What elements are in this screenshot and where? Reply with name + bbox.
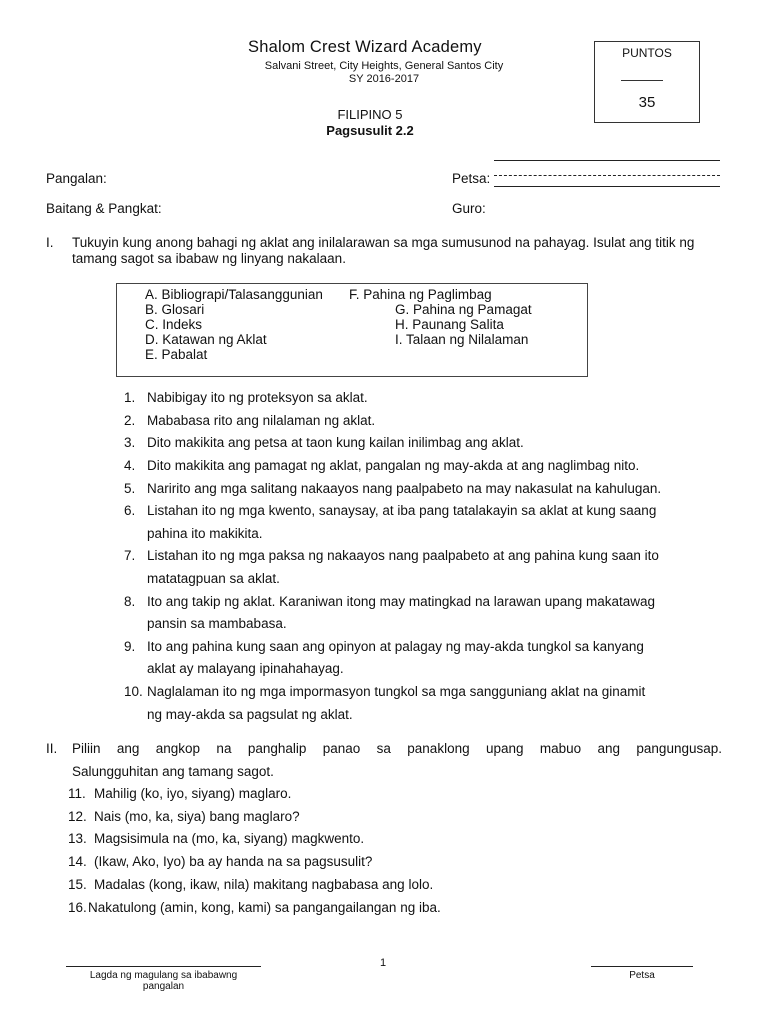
name-label: Pangalan: <box>46 171 107 186</box>
choice-d: D. Katawan ng Aklat <box>145 332 267 347</box>
item-number: 9. <box>124 639 136 654</box>
page-number: 1 <box>380 957 387 969</box>
item-text-continued: ng may-akda sa pagsulat ng aklat. <box>147 707 353 722</box>
item-number: 10. <box>124 684 143 699</box>
subject-title: FILIPINO 5 <box>337 107 403 122</box>
item-text: Dito makikita ang pamagat ng aklat, pangalan ng may-akda at ang naglimbag nito. <box>147 458 640 473</box>
item-number: 13. <box>68 831 87 846</box>
choices-box <box>116 283 588 377</box>
date-label: Petsa: <box>452 171 491 186</box>
date-dashed-line[interactable] <box>494 175 720 176</box>
choice-b: B. Glosari <box>145 302 205 317</box>
name-blank-line[interactable] <box>494 160 720 161</box>
item-text: Ito ang takip ng aklat. Karaniwan itong may matingkad na larawan upang makatawag <box>147 594 656 609</box>
score-blank-line <box>621 80 663 81</box>
item-number: 6. <box>124 503 136 518</box>
item-number: 7. <box>124 548 136 563</box>
footer-date-line[interactable] <box>591 966 693 967</box>
item-number: 8. <box>124 594 136 609</box>
item-text: Nais (mo, ka, siya) bang maglaro? <box>94 809 300 824</box>
item-number: 4. <box>124 458 136 473</box>
item-text: Ito ang pahina kung saan ang opinyon at palagay ng may-akda tungkol sa kanyang <box>147 639 644 654</box>
item-text: Listahan ito ng mga paksa ng nakaayos nang paalpabeto at ang pahina kung saan ito <box>147 548 659 563</box>
score-box <box>594 41 700 123</box>
section-2-instruction: Piliin ang angkop na panghalip panao sa panaklong upang mabuo ang pangungusap. <box>72 741 722 756</box>
choice-h: H. Paunang Salita <box>395 317 504 332</box>
section-2-instruction-continued: Salungguhitan ang tamang sagot. <box>72 764 274 779</box>
parent-signature-line[interactable] <box>66 966 261 967</box>
item-text: Naglalaman ito ng mga impormasyon tungkol sa mga sangguniang aklat na ginamit <box>147 684 646 699</box>
choice-a: A. Bibliograpi/Talasanggunian <box>145 287 323 302</box>
choice-g: G. Pahina ng Pamagat <box>395 302 532 317</box>
item-number: 16. <box>68 900 87 915</box>
item-number: 5. <box>124 481 136 496</box>
item-text-continued: pahina ito makikita. <box>147 526 263 541</box>
school-year: SY 2016-2017 <box>348 73 420 85</box>
item-text: Listahan ito ng mga kwento, sanaysay, at iba pang tatalakayin sa aklat at kung saang <box>147 503 657 518</box>
item-text: Madalas (kong, ikaw, nila) makitang nagbabasa ang lolo. <box>94 877 434 892</box>
exam-title: Pagsusulit 2.2 <box>326 123 414 138</box>
item-text: Nakatulong (amin, kong, kami) sa pangangailangan ng iba. <box>88 900 441 915</box>
section-1-instruction: Tukuyin kung anong bahagi ng aklat ang inilalarawan sa mga sumusunod na pahayag. Isulat ang titik ng tamang sagot sa ibabaw ng linyang nakalaan. <box>72 235 695 266</box>
choice-f: F. Pahina ng Paglimbag <box>349 287 492 302</box>
choice-c: C. Indeks <box>145 317 203 332</box>
section-1-number: I. <box>46 235 54 250</box>
choice-i: I. Talaan ng Nilalaman <box>395 332 529 347</box>
section-2-number: II. <box>46 741 58 756</box>
item-number: 1. <box>124 390 136 405</box>
item-text: Mababasa rito ang nilalaman ng aklat. <box>147 413 376 428</box>
parent-signature-label: Lagda ng magulang sa ibabawng <box>89 970 238 981</box>
item-number: 3. <box>124 435 136 450</box>
teacher-label: Guro: <box>452 201 486 216</box>
item-text: Magsisimula na (mo, ka, siyang) magkwento. <box>94 831 365 846</box>
school-address: Salvani Street, City Heights, General Santos City <box>264 60 504 72</box>
school-name: Shalom Crest Wizard Academy <box>248 38 482 56</box>
item-number: 11. <box>68 786 86 801</box>
grade-section-label: Baitang & Pangkat: <box>46 201 162 216</box>
date-blank-line[interactable] <box>494 186 720 187</box>
score-total: 35 <box>638 94 656 111</box>
parent-signature-label-continued: pangalan <box>142 981 185 992</box>
item-number: 12. <box>68 809 87 824</box>
item-text: Mahilig (ko, iyo, siyang) maglaro. <box>94 786 292 801</box>
choice-e: E. Pabalat <box>145 347 208 362</box>
score-label: PUNTOS <box>622 46 672 60</box>
item-text-continued: matatagpuan sa aklat. <box>147 571 280 586</box>
item-number: 2. <box>124 413 136 428</box>
item-text-continued: pansin sa mambabasa. <box>147 616 287 631</box>
item-text-continued: aklat ay malayang ipinahahayag. <box>147 661 344 676</box>
item-text: (Ikaw, Ako, Iyo) ba ay handa na sa pagsusulit? <box>94 854 373 869</box>
item-number: 14. <box>68 854 87 869</box>
item-number: 15. <box>68 877 87 892</box>
item-text: Nabibigay ito ng proteksyon sa aklat. <box>147 390 368 405</box>
item-text: Naririto ang mga salitang nakaayos nang paalpabeto na may nakasulat na kahulugan. <box>147 481 662 496</box>
footer-date-label: Petsa <box>629 970 655 981</box>
item-text: Dito makikita ang petsa at taon kung kailan inilimbag ang aklat. <box>147 435 524 450</box>
